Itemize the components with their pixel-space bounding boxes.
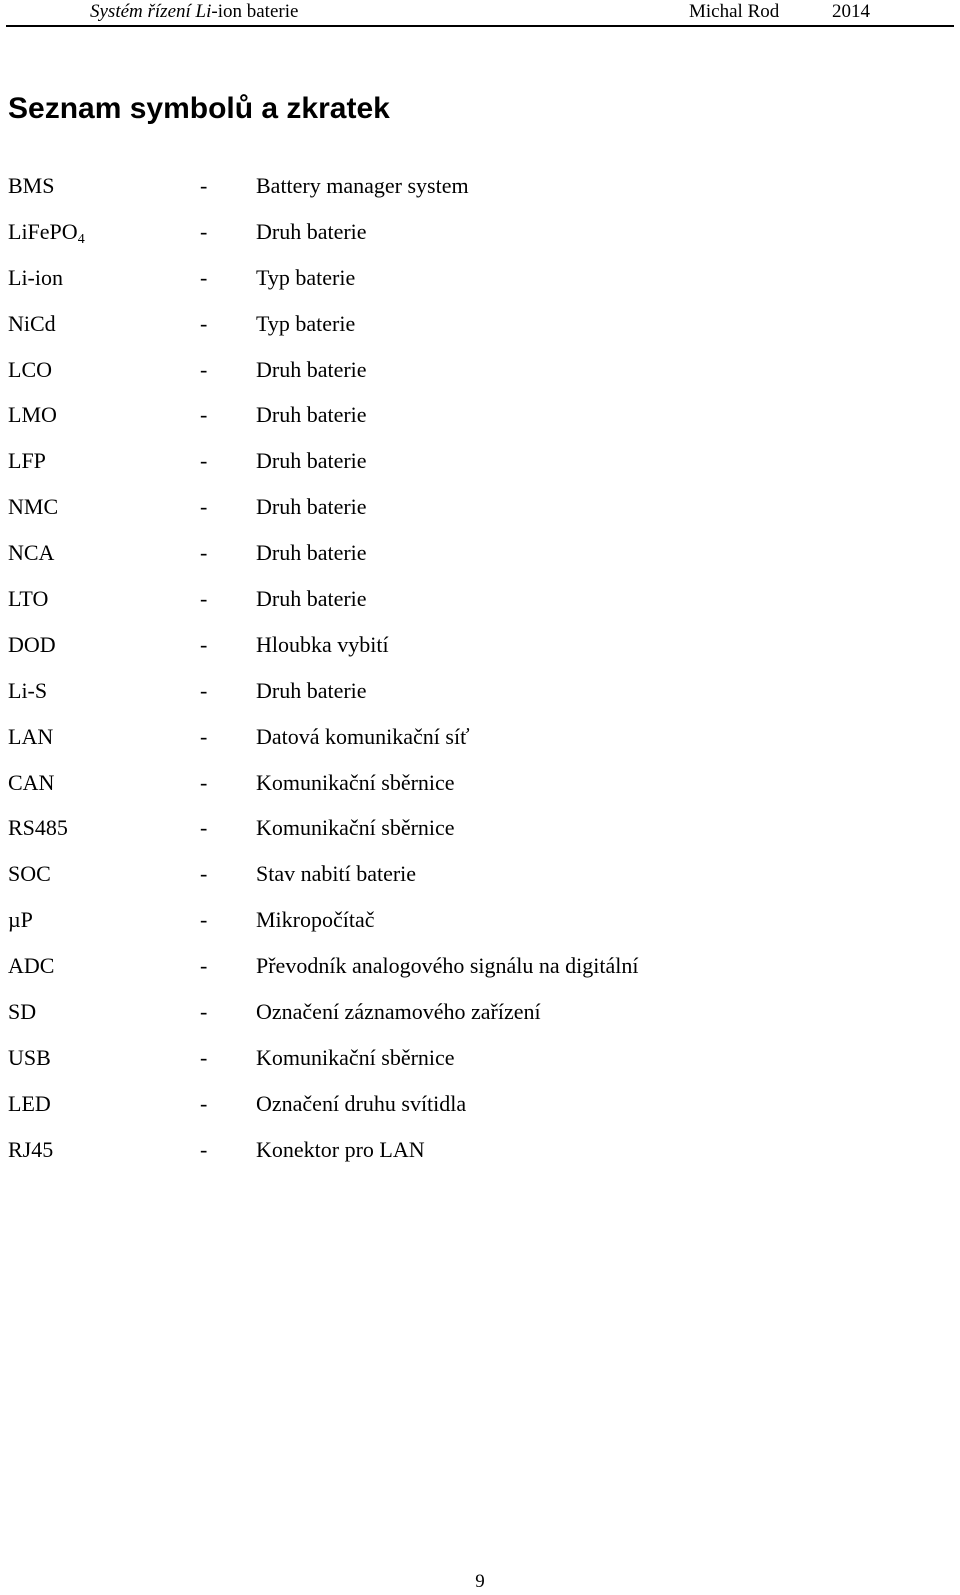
abbreviation-text: SD <box>8 999 37 1025</box>
list-item <box>8 356 768 402</box>
abbreviation-text: LMO <box>8 402 57 428</box>
document-title-italic: Systém řízení Li- <box>90 1 218 22</box>
list-item <box>8 723 768 769</box>
list-item <box>8 631 768 677</box>
author-name: Michal Rod <box>689 1 780 22</box>
abbreviation <box>8 814 68 842</box>
abbreviation-meaning: Označení druhu svítidla <box>256 1090 467 1116</box>
separator-dash: - <box>200 402 208 428</box>
abbreviation <box>8 310 56 338</box>
separator-dash: - <box>200 907 208 933</box>
separator-dash: - <box>200 953 208 979</box>
abbreviation <box>8 493 58 521</box>
list-item <box>8 1090 768 1136</box>
abbreviation-text: DOD <box>8 631 56 657</box>
abbreviation-text: SOC <box>8 861 51 887</box>
abbreviation-list <box>8 172 768 1182</box>
list-item <box>8 264 768 310</box>
abbreviation <box>8 860 51 888</box>
abbreviation <box>8 1044 51 1072</box>
abbreviation <box>8 677 47 705</box>
abbreviation-text: NMC <box>8 494 59 520</box>
list-item <box>8 906 768 952</box>
abbreviation-text: LFP <box>8 448 46 474</box>
abbreviation-text: LCO <box>8 356 52 382</box>
abbreviation-text: Li-ion <box>8 264 63 290</box>
separator-dash: - <box>200 173 208 198</box>
list-item <box>8 998 768 1044</box>
abbreviation <box>8 218 85 250</box>
abbreviation-text: LTO <box>8 586 49 612</box>
abbreviation <box>8 769 54 797</box>
abbreviation <box>8 1090 51 1118</box>
abbreviation-meaning: Druh baterie <box>256 356 367 382</box>
abbreviation <box>8 1136 53 1164</box>
document-title <box>90 0 298 24</box>
abbreviation-meaning: Typ baterie <box>256 264 356 290</box>
abbreviation-meaning: Komunikační sběrnice <box>256 815 455 841</box>
abbreviation-meaning: Mikropočítač <box>256 907 375 933</box>
list-item <box>8 401 768 447</box>
abbreviation <box>8 447 46 475</box>
list-item <box>8 814 768 860</box>
page-header <box>6 0 954 27</box>
abbreviation-text: LiFePO <box>8 218 78 244</box>
abbreviation <box>8 539 54 567</box>
separator-dash: - <box>200 586 208 612</box>
abbreviation <box>8 998 36 1026</box>
separator-dash: - <box>200 218 208 244</box>
abbreviation <box>8 723 53 751</box>
abbreviation-meaning: Druh baterie <box>256 586 367 612</box>
list-item <box>8 539 768 585</box>
page-number: 9 <box>475 1571 485 1592</box>
abbreviation-meaning: Datová komunikační síť <box>256 723 470 749</box>
separator-dash: - <box>200 494 208 520</box>
list-item <box>8 310 768 356</box>
abbreviation-text: NiCd <box>8 310 56 336</box>
year: 2014 <box>832 1 870 22</box>
separator-dash: - <box>200 815 208 841</box>
abbreviation-meaning: Stav nabití baterie <box>256 861 417 887</box>
abbreviation <box>8 906 33 934</box>
separator-dash: - <box>200 540 208 566</box>
separator-dash: - <box>200 264 208 290</box>
separator-dash: - <box>200 769 208 795</box>
abbreviation-meaning: Druh baterie <box>256 494 367 520</box>
separator-dash: - <box>200 999 208 1025</box>
abbreviation-meaning: Komunikační sběrnice <box>256 769 455 795</box>
list-item <box>8 493 768 539</box>
abbreviation <box>8 264 63 292</box>
abbreviation-meaning: Druh baterie <box>256 448 367 474</box>
abbreviation <box>8 585 48 613</box>
abbreviation-meaning: Konektor pro LAN <box>256 1136 425 1162</box>
abbreviation-meaning: Druh baterie <box>256 540 367 566</box>
separator-dash: - <box>200 448 208 474</box>
abbreviation <box>8 631 56 659</box>
section-heading: Seznam symbolů a zkratek <box>8 92 390 125</box>
abbreviation <box>8 401 57 429</box>
list-item <box>8 1044 768 1090</box>
document-title-rest: ion baterie <box>217 1 299 22</box>
abbreviation-text: RJ45 <box>8 1136 54 1162</box>
abbreviation-text: Li-S <box>8 677 48 703</box>
separator-dash: - <box>200 1136 208 1162</box>
abbreviation <box>8 952 54 980</box>
list-item <box>8 218 768 264</box>
abbreviation-text: ADC <box>8 953 55 979</box>
abbreviation-text: USB <box>8 1044 51 1070</box>
abbreviation-meaning: Battery manager system <box>256 173 469 198</box>
list-item <box>8 769 768 815</box>
abbreviation-text: BMS <box>8 173 55 198</box>
abbreviation-meaning: Druh baterie <box>256 677 367 703</box>
list-item <box>8 1136 768 1182</box>
abbreviation <box>8 172 54 200</box>
abbreviation-meaning: Komunikační sběrnice <box>256 1044 455 1070</box>
separator-dash: - <box>200 631 208 657</box>
separator-dash: - <box>200 310 208 336</box>
abbreviation-meaning: Převodník analogového signálu na digitální <box>256 953 639 979</box>
list-item <box>8 585 768 631</box>
abbreviation-text: NCA <box>8 540 55 566</box>
list-item <box>8 172 768 218</box>
abbreviation-meaning: Typ baterie <box>256 310 356 336</box>
separator-dash: - <box>200 1090 208 1116</box>
separator-dash: - <box>200 723 208 749</box>
abbreviation-text: RS485 <box>8 815 68 841</box>
abbreviation-meaning: Označení záznamového zařízení <box>256 999 541 1025</box>
abbreviation-text: CAN <box>8 769 55 795</box>
abbreviation-text: LED <box>8 1090 51 1116</box>
abbreviation-subscript: 4 <box>77 231 85 247</box>
list-item <box>8 677 768 723</box>
separator-dash: - <box>200 1044 208 1070</box>
separator-dash: - <box>200 861 208 887</box>
list-item <box>8 447 768 493</box>
abbreviation-text: LAN <box>8 723 54 749</box>
abbreviation <box>8 356 52 384</box>
abbreviation-text: µP <box>8 907 33 933</box>
list-item <box>8 952 768 998</box>
list-item <box>8 860 768 906</box>
abbreviation-meaning: Druh baterie <box>256 402 367 428</box>
separator-dash: - <box>200 677 208 703</box>
abbreviation-meaning: Hloubka vybití <box>256 631 389 657</box>
abbreviation-meaning: Druh baterie <box>256 218 367 244</box>
separator-dash: - <box>200 356 208 382</box>
